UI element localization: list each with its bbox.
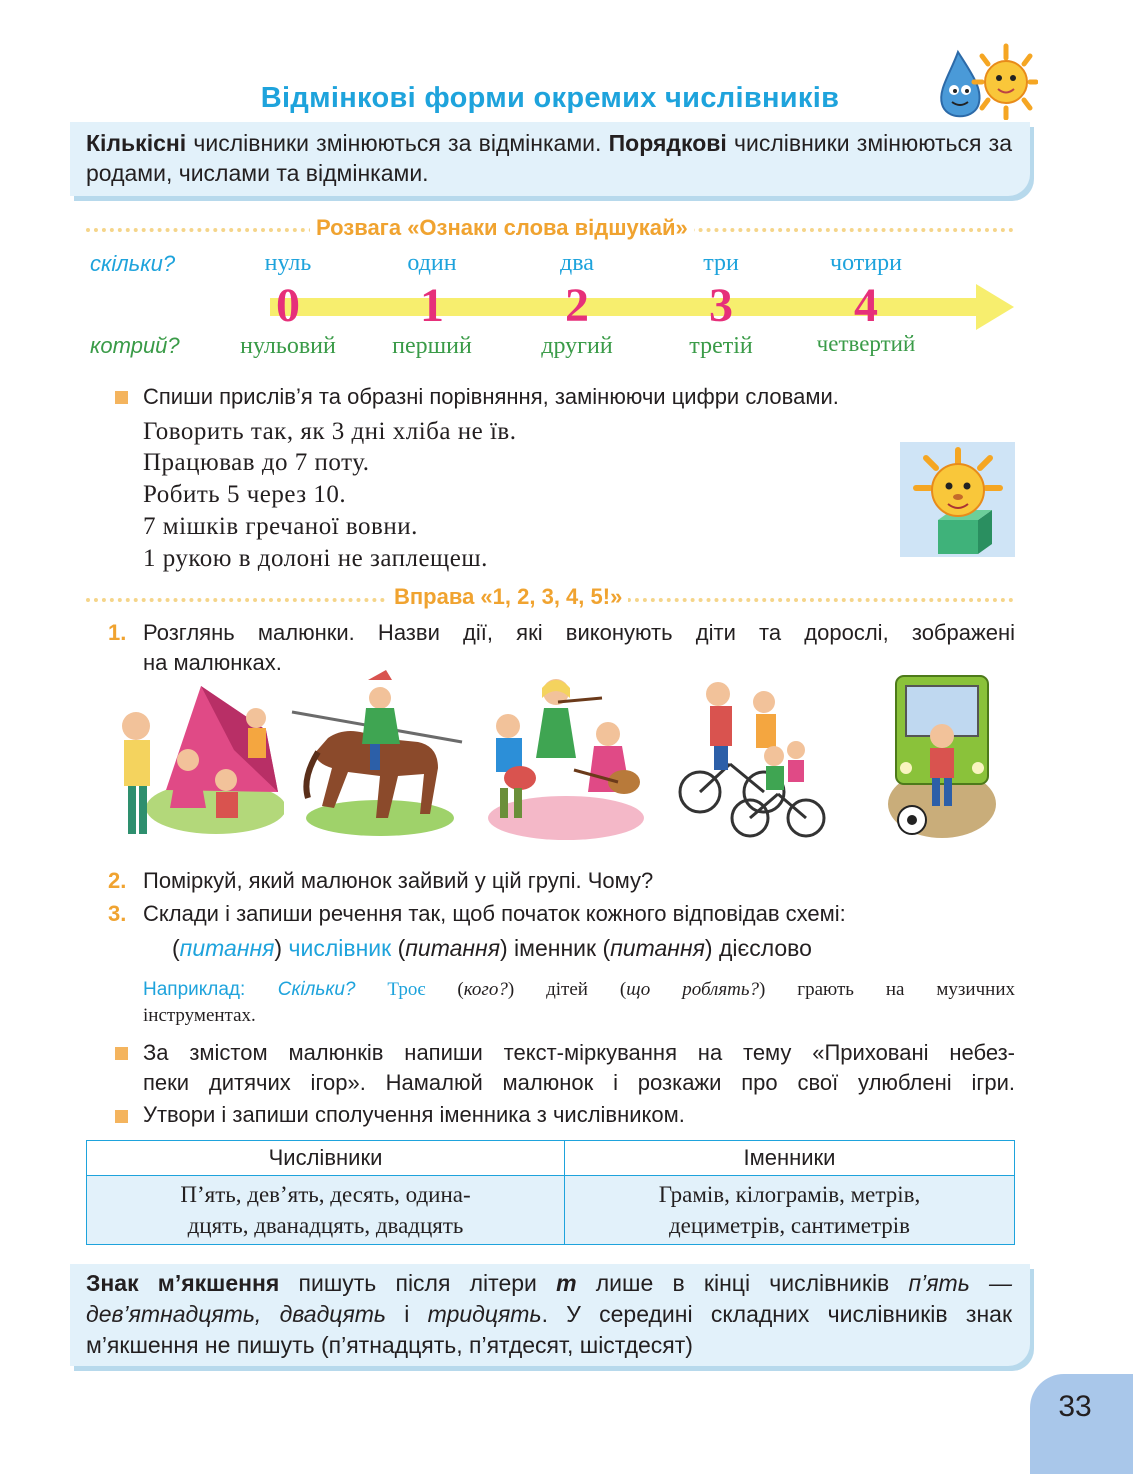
scheme-question: питання [610, 935, 705, 961]
cardinal-word-1: один [407, 250, 457, 276]
task-1-text-line2: на малюнках. [143, 650, 282, 675]
proverb-line: Працював до 7 поту. [143, 449, 370, 476]
ordinal-word-1: перший [392, 333, 472, 359]
rule-text: . У середині складних числівників знак м’якшення не пишуть (п’ятнадцять, п’ятдесят, шістдесят) [86, 1301, 1013, 1358]
rule-text: пишуть після літери [279, 1270, 557, 1296]
picture-boy-ball-bus [888, 672, 996, 840]
text-task-line2: пеки дитячих ігор». Намалюй малюнок і розкажи про свої улюблені ігри. [143, 1070, 1015, 1095]
example-question: кого? [463, 979, 508, 1000]
example-question: Скільки? [277, 979, 356, 1000]
digit-2: 2 [565, 279, 589, 332]
game-section-title: Розвага «Ознаки слова відшукай» [310, 215, 694, 241]
table-task-instruction: Утвори і запиши сполучення іменника з числівником. [143, 1102, 685, 1127]
table-cell-nouns [565, 1176, 1015, 1245]
proverbs-instruction: Спиши прислів’я та образні порівняння, замінюючи цифри словами. [143, 384, 839, 409]
rule-box-numerals [70, 122, 1030, 196]
rule-text: числівники змінюються за відмінками. [186, 130, 609, 156]
rule-bold-soft-sign: Знак м’якшення [86, 1270, 280, 1296]
scheme-question: питання [405, 935, 500, 961]
rule-text: числівники змінюються за родами, числами та відмінками. [86, 130, 1013, 186]
rule-text: лише в кінці числівників [576, 1270, 909, 1296]
page-title: Відмінкові форми окремих числівників [260, 82, 840, 114]
scheme-numeral: числівник [288, 935, 392, 961]
scheme-bracket: ( [391, 935, 406, 961]
proverb-line: Робить 5 через 10. [143, 481, 347, 508]
scheme-question: питання [179, 935, 275, 961]
scheme-bracket: ( [172, 935, 180, 961]
sun-on-cube-illustration [900, 442, 1015, 557]
digit-0: 0 [276, 279, 300, 332]
task-2-text: Поміркуй, який малюнок зайвий у цій групі. Чому? [143, 868, 654, 893]
ordinal-word-3: третій [689, 333, 753, 359]
question-order-label: котрий? [90, 333, 180, 358]
task-1-text-line1: Розглянь малюнки. Назви дії, які виконують діти та дорослі, зображені [143, 620, 1015, 645]
task-bullet [115, 1110, 128, 1123]
digit-3: 3 [709, 279, 733, 332]
rule-text: і [386, 1301, 428, 1327]
example-text: ( [425, 979, 464, 1000]
task-number-3: 3. [108, 901, 127, 926]
scheme-bracket: ) [274, 935, 289, 961]
text-task-line1: За змістом малюнків напиши текст-міркування на тему «Приховані небез- [143, 1040, 1015, 1065]
example-question: що роблять? [626, 979, 760, 1000]
scheme-noun: ) іменник ( [500, 935, 611, 961]
table-header-row [87, 1141, 1015, 1176]
picture-children-music [484, 674, 646, 840]
table-row [87, 1176, 1015, 1245]
picture-tent-family [106, 680, 284, 840]
example-line-1 [143, 977, 1015, 1002]
task-bullet [115, 391, 128, 404]
ordinal-word-4: четвертий [816, 331, 916, 356]
example-text: ) грають на музичних [759, 979, 1015, 1000]
rule-box-soft-sign [70, 1264, 1030, 1366]
cardinal-word-3: три [703, 250, 739, 276]
example-text: ) дітей ( [507, 979, 627, 1000]
task-number-1: 1. [108, 620, 127, 645]
example-label: Наприклад: [143, 979, 278, 1000]
picture-cossack-horse [288, 668, 464, 840]
proverb-line: 1 рукою в долоні не заплещеш. [143, 545, 488, 572]
sentence-scheme [172, 935, 812, 962]
question-count-label: скільки? [90, 251, 176, 276]
digit-1: 1 [420, 279, 444, 332]
table-cell-line: П’ять, дев’ять, десять, одина- [180, 1182, 471, 1207]
table-cell-line: дцять, дванадцять, двадцять [187, 1213, 464, 1238]
ordinal-word-0: нульовий [240, 333, 336, 359]
rule-italic-examples: п’ять — дев’ятнадцять, двадцять [86, 1270, 1012, 1327]
mascots-illustration [928, 40, 1038, 120]
table-header-nouns: Іменники [565, 1141, 1015, 1176]
cardinal-word-2: два [560, 250, 594, 276]
rule-italic-example: тридцять [427, 1301, 542, 1327]
ordinal-word-2: другий [541, 333, 613, 359]
rule-bold-ordinal: Порядкові [608, 130, 727, 156]
cardinal-word-4: чотири [830, 250, 902, 276]
number-line-arrow [270, 282, 1018, 334]
proverb-line: Говорить так, як 3 дні хліба не їв. [143, 418, 517, 445]
table-cell-numerals [87, 1176, 565, 1245]
page-number: 33 [1058, 1390, 1092, 1423]
page-number-tab [1030, 1374, 1133, 1474]
digit-4: 4 [854, 279, 878, 332]
numeral-noun-table [86, 1140, 1015, 1245]
table-header-numerals: Числівники [87, 1141, 565, 1176]
exercise-section-title: Вправа «1, 2, 3, 4, 5!» [388, 584, 628, 610]
picture-family-bicycles [678, 672, 828, 840]
task-number-2: 2. [108, 868, 127, 893]
task-3-text: Склади і запиши речення так, щоб початок кожного відповідав схемі: [143, 901, 846, 926]
table-cell-line: дециметрів, сантиметрів [668, 1213, 911, 1238]
sun-mascot-icon [974, 46, 1036, 118]
table-cell-line: Грамів, кілограмів, метрів, [658, 1182, 921, 1207]
example-line-2: інструментах. [143, 1005, 256, 1026]
scheme-verb: ) дієслово [704, 935, 812, 961]
rule-letter: т [556, 1270, 577, 1296]
example-numeral: Троє [355, 979, 426, 1000]
task-bullet [115, 1047, 128, 1060]
cardinal-word-0: нуль [264, 250, 312, 276]
proverb-line: 7 мішків гречаної вовни. [143, 513, 418, 540]
rule-bold-cardinal: Кількісні [86, 130, 187, 156]
